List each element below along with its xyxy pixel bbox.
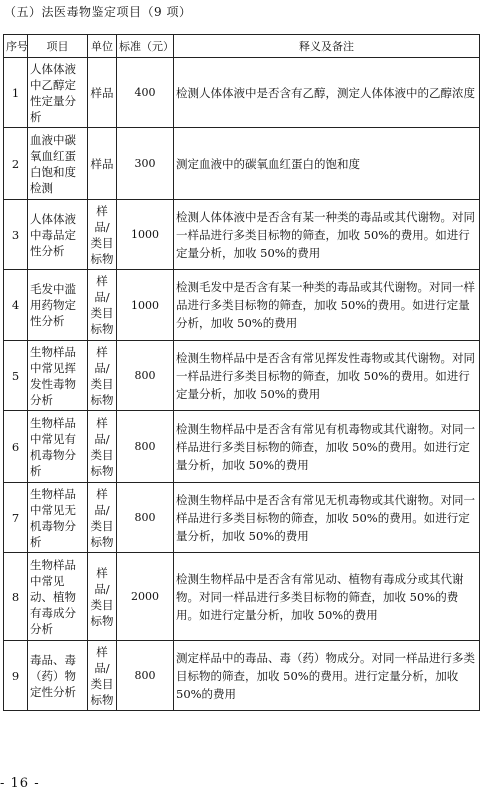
row-item: 人体体液中毒品定性分析 (28, 200, 88, 270)
row-price: 300 (117, 128, 174, 200)
row-unit: 样品/类目标物 (88, 270, 117, 341)
row-note: 检测毛发中是否含有某一种类的毒品或其代谢物。对同一样品进行多类目标物的筛查，加收 50%的费用。如进行定量分析，加收 50%的费用 (174, 270, 480, 341)
table-row (4, 270, 480, 341)
table-row (4, 553, 480, 641)
row-price: 800 (117, 483, 174, 553)
row-unit: 样品/类目标物 (88, 483, 117, 553)
row-note: 检测生物样品中是否含有常见无机毒物或其代谢物。对同一样品进行多类目标物的筛查，加收 50%的费用。如进行定量分析，加收 50%的费用 (174, 483, 480, 553)
table-row (4, 200, 480, 270)
row-note: 检测生物样品中是否含有常见挥发性毒物或其代谢物。对同一样品进行多类目标物的筛查，加收 50%的费用。如进行定量分析，加收 50%的费用 (174, 341, 480, 411)
row-price: 2000 (117, 553, 174, 641)
table-row (4, 128, 480, 200)
row-price: 800 (117, 641, 174, 711)
row-item: 生物样品中常见有机毒物分析 (28, 411, 88, 483)
header-note: 释义及备注 (174, 35, 480, 58)
row-unit: 样品 (88, 128, 117, 200)
row-item: 生物样品中常见无机毒物分析 (28, 483, 88, 553)
row-note: 测定血液中的碳氧血红蛋白的饱和度 (174, 128, 480, 200)
row-price: 800 (117, 341, 174, 411)
row-item: 人体体液中乙醇定性定量分析 (28, 58, 88, 128)
row-item: 毛发中滥用药物定性分析 (28, 270, 88, 341)
header-unit: 单位 (88, 35, 117, 58)
row-number: 1 (4, 58, 28, 128)
row-unit: 样品/类目标物 (88, 341, 117, 411)
row-number: 5 (4, 341, 28, 411)
row-price: 400 (117, 58, 174, 128)
row-price: 1000 (117, 200, 174, 270)
row-number: 9 (4, 641, 28, 711)
row-note: 测定样品中的毒品、毒（药）物成分。对同一样品进行多类目标物的筛查，加收 50%的费用。进行定量分析，加收 50%的费用 (174, 641, 480, 711)
table-row (4, 341, 480, 411)
row-number: 3 (4, 200, 28, 270)
row-item: 生物样品中常见挥发性毒物分析 (28, 341, 88, 411)
table-row (4, 483, 480, 553)
header-item: 项目 (28, 35, 88, 58)
row-item: 生物样品中常见动、植物有毒成分分析 (28, 553, 88, 641)
row-note: 检测人体体液中是否含有乙醇，测定人体体液中的乙醇浓度 (174, 58, 480, 128)
row-number: 7 (4, 483, 28, 553)
row-price: 800 (117, 411, 174, 483)
row-note: 检测人体体液中是否含有某一种类的毒品或其代谢物。对同一样品进行多类目标物的筛查，加收 50%的费用。如进行定量分析，加收 50%的费用 (174, 200, 480, 270)
row-note: 检测生物样品中是否含有常见有机毒物或其代谢物。对同一样品进行多类目标物的筛查，加收 50%的费用。如进行定量分析，加收 50%的费用 (174, 411, 480, 483)
row-number: 2 (4, 128, 28, 200)
header-price: 标准（元） (117, 35, 174, 58)
table-header-row (4, 35, 480, 58)
fee-table (3, 34, 480, 711)
row-unit: 样品 (88, 58, 117, 128)
page-number: - 16 - (0, 776, 40, 791)
row-number: 4 (4, 270, 28, 341)
header-no: 序号 (4, 35, 28, 58)
row-item: 血液中碳氧血红蛋白饱和度检测 (28, 128, 88, 200)
row-price: 1000 (117, 270, 174, 341)
row-unit: 样品/类目标物 (88, 553, 117, 641)
row-number: 6 (4, 411, 28, 483)
row-unit: 样品/类目标物 (88, 411, 117, 483)
row-number: 8 (4, 553, 28, 641)
row-unit: 样品/类目标物 (88, 641, 117, 711)
row-note: 检测生物样品中是否含有常见动、植物有毒成分或其代谢物。对同一样品进行多类目标物的筛查，加收 50%的费用。如进行定量分析，加收 50%的费用 (174, 553, 480, 641)
table-row (4, 411, 480, 483)
section-title: （五）法医毒物鉴定项目（9 项） (4, 5, 192, 19)
row-item: 毒品、毒（药）物定性分析 (28, 641, 88, 711)
table-row (4, 641, 480, 711)
row-unit: 样品/类目标物 (88, 200, 117, 270)
table-row (4, 58, 480, 128)
